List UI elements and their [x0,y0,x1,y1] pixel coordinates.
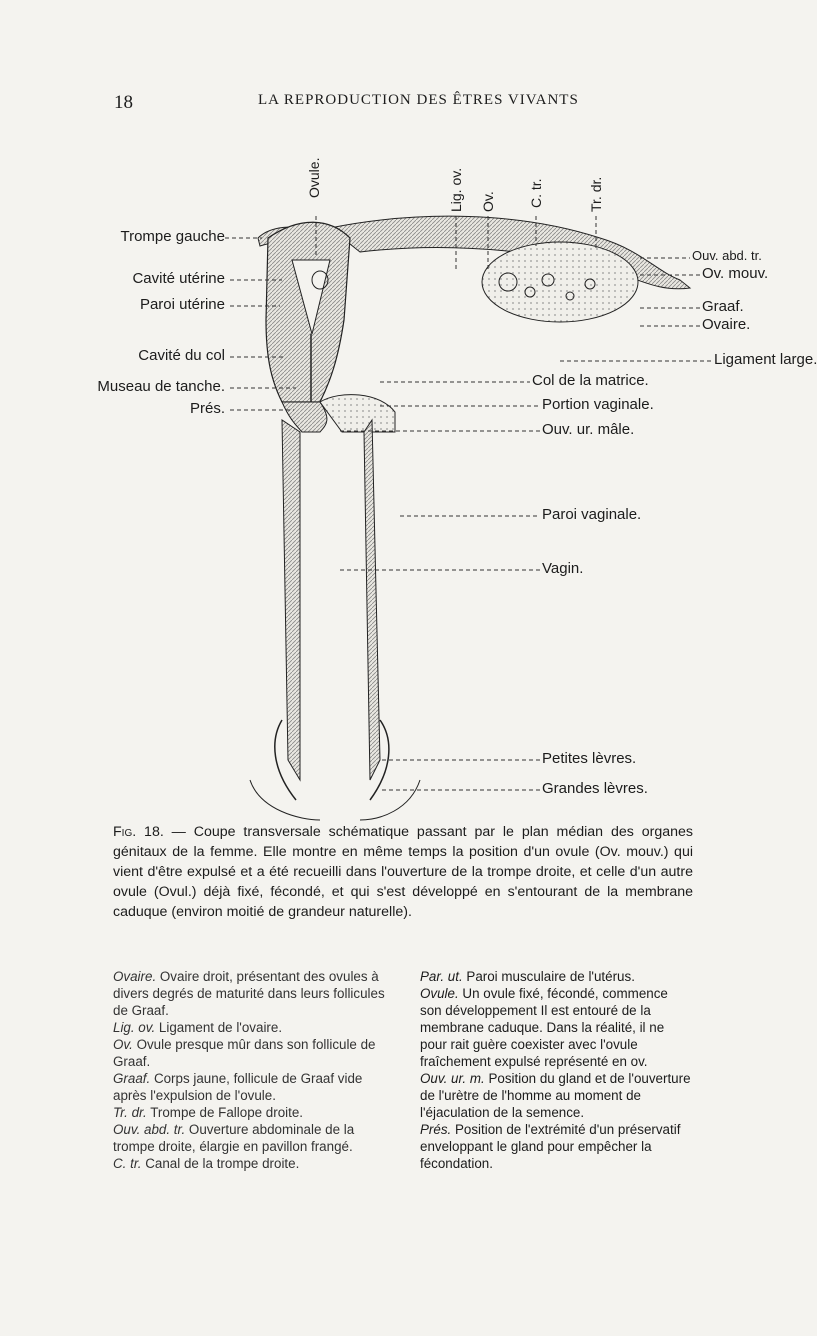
legend-text: Corps jaune, follicule de Graaf vide après l'expulsion de l'ovule. [113,1071,363,1103]
vaginal-wall-right [364,420,380,780]
legend-entry [420,1070,692,1121]
anatomical-figure [0,120,817,820]
label-vagin: Vagin. [542,560,584,577]
legend-entry [113,1121,385,1155]
caption-fig-label: Fig. 18. [113,824,164,840]
label-lig-ov: Lig. ov. [448,167,464,212]
legend-entry [113,1155,385,1172]
label-ovule: Ovule. [306,157,322,198]
legend-entry [420,968,692,985]
label-ov-mouv: Ov. mouv. [702,265,769,282]
legend-text: Paroi musculaire de l'utérus. [462,969,635,984]
label-trompe-gauche: Trompe gauche [120,228,225,245]
label-grandes-levres: Grandes lèvres. [542,780,648,797]
legend-term: Graaf. [113,1071,151,1086]
legend-text: Position du gland et de l'ouverture de l'urètre de l'homme au moment de l'éjaculation de la semence. [420,1071,691,1120]
figure-caption [113,822,693,922]
legend-entry [113,1019,385,1036]
label-cavite-uterine: Cavité utérine [132,270,225,287]
legend-term: C. tr. [113,1156,142,1171]
legend-text: Trompe de Fallope droite. [146,1105,304,1120]
label-graaf: Graaf. [702,298,744,315]
label-petites-levres: Petites lèvres. [542,750,637,767]
label-ouv-ur-male: Ouv. ur. mâle. [542,421,635,438]
label-tr-dr: Tr. dr. [588,176,604,212]
caption-text: — Coupe transversale schématique passant par le plan médian des organes génitaux de la femme. Elle montre en même temps la position d'un ovule (Ov. mouv.) qui vient d'être expulsé et a été recueilli dans l'ouverture de la trompe droite, et celle d'un autre ovule (Ovul.) déjà fixé, fécondé, et qui s'est développé en s'entourant de la membrane caduque (environ moitié de grandeur naturelle). [113,824,693,920]
legend-entry [113,1036,385,1070]
legend-term: Tr. dr. [113,1105,147,1120]
label-ligament-large: Ligament large. [714,351,817,368]
legend-entry [420,985,692,1070]
legend-text: Canal de la trompe droite. [141,1156,300,1171]
label-paroi-vaginale: Paroi vaginale. [542,506,642,523]
label-cavite-col: Cavité du col [138,347,225,364]
label-ovaire: Ovaire. [702,316,751,333]
legend-text: Un ovule fixé, fécondé, commence son développement Il est entouré de la membrane caduque. Dans la réalité, il ne pour rait guère coexister avec l'ovule fraîchement expulsé représenté en ov. [420,986,668,1069]
ovary [482,242,638,322]
legend-term: Par. ut. [420,969,463,984]
legend-term: Ouv. abd. tr. [113,1122,186,1137]
legend-term: Ovaire. [113,969,157,984]
legend-text: Ouverture abdominale de la trompe droite, élargie en pavillon frangé. [113,1122,355,1154]
label-portion-vaginale: Portion vaginale. [542,396,654,413]
legend-entry [113,1104,385,1121]
legend-term: Lig. ov. [113,1020,156,1035]
label-paroi-uterine: Paroi utérine [139,296,225,313]
legend-right [420,968,692,1172]
vaginal-wall-left [282,420,300,780]
figure-drawing [0,120,800,820]
legend-term: Prés. [420,1122,452,1137]
legend-text: Ovule presque mûr dans son follicule de Graaf. [113,1037,376,1069]
label-col-matrice: Col de la matrice. [532,372,649,389]
legend-text: Ovaire droit, présentant des ovules à divers degrés de maturité dans leurs follicules de Graaf. [113,969,385,1018]
legend-text: Position de l'extrémité d'un préservatif enveloppant le gland pour empêcher la fécondation. [420,1122,681,1171]
legend-entry [113,1070,385,1104]
legend-term: Ov. [113,1037,133,1052]
page-number: 18 [114,92,133,113]
legend-text: Ligament de l'ovaire. [155,1020,283,1035]
legend-entry [420,1121,692,1172]
label-museau-tanche: Museau de tanche. [97,378,225,395]
legend-entry [113,968,385,1019]
label-c-tr: C. tr. [528,178,544,208]
running-head: LA REPRODUCTION DES ÊTRES VIVANTS [258,92,579,108]
legend-left [113,968,385,1172]
legend-term: Ouv. ur. m. [420,1071,485,1086]
label-ov: Ov. [480,191,496,212]
label-pres: Prés. [189,400,225,417]
label-ouv-abd-tr: Ouv. abd. tr. [692,248,762,263]
legend-term: Ovule. [420,986,459,1001]
